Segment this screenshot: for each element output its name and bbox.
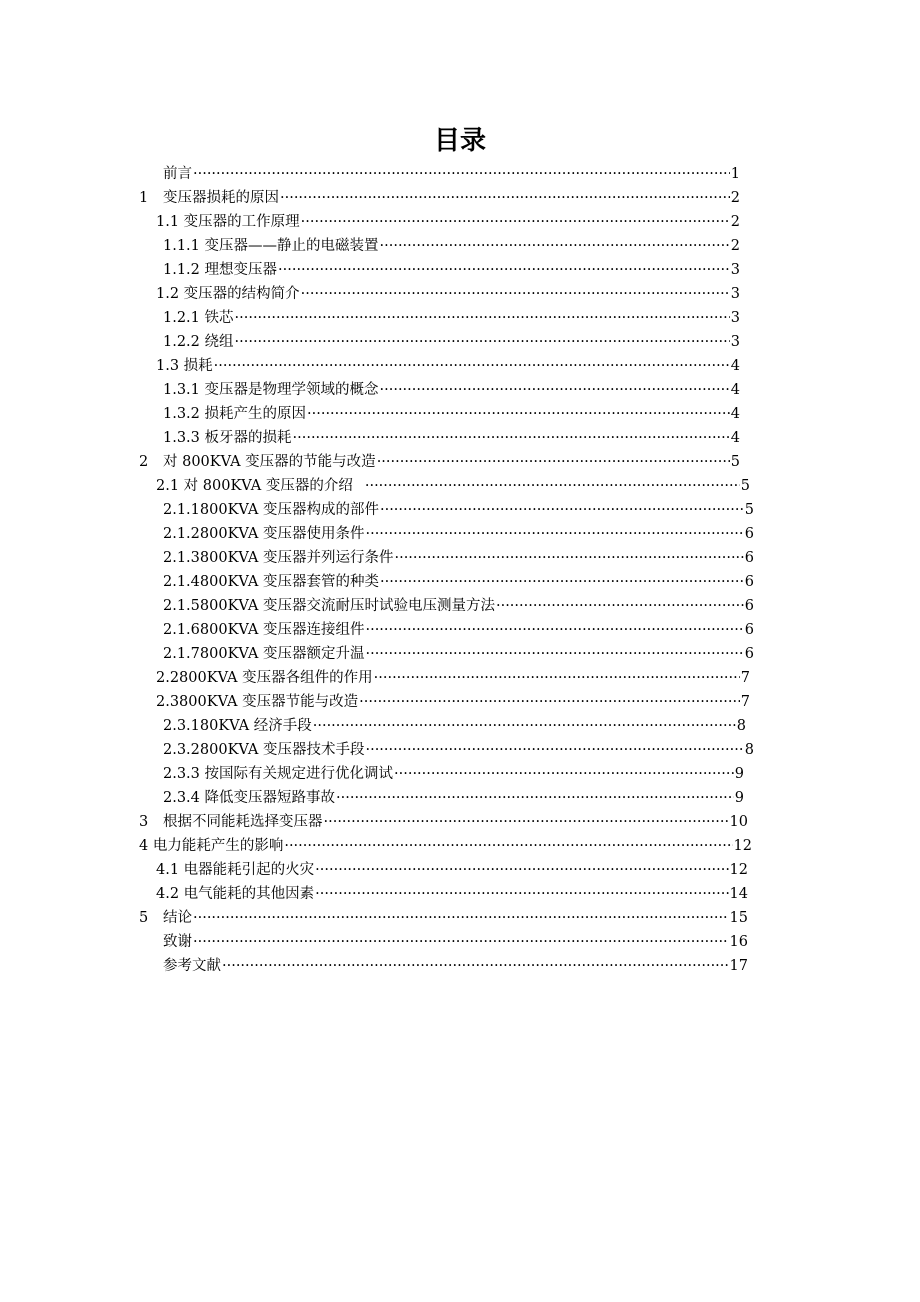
leader-dots — [301, 282, 730, 306]
toc-entry-1-3-1[interactable] — [163, 378, 740, 402]
leader-dots — [380, 570, 744, 594]
toc-entry-4[interactable] — [139, 834, 752, 858]
toc-entry-2-3-1[interactable] — [163, 714, 746, 738]
toc-entry-page: 4 — [730, 406, 740, 422]
toc-entry-text: 2.1 对 800KVA 变压器的介绍 — [156, 478, 353, 494]
toc-entry-page: 6 — [744, 526, 754, 542]
toc-entry-text: 1.2 变压器的结构简介 — [156, 286, 300, 302]
toc-entry-page: 6 — [744, 646, 754, 662]
toc-entry-text: 2.1.6800KVA 变压器连接组件 — [163, 622, 365, 638]
leader-dots — [380, 378, 730, 402]
toc-entry-page: 2 — [730, 238, 740, 254]
toc-entry-number: 2 — [139, 454, 149, 470]
toc-entry-page: 7 — [740, 670, 750, 686]
toc-entry-text: 2.3800KVA 变压器节能与改造 — [156, 694, 359, 710]
toc-entry-text: 2.1.7800KVA 变压器额定升温 — [163, 646, 365, 662]
toc-entry-page: 2 — [730, 214, 740, 230]
toc-entry-page: 8 — [744, 742, 754, 758]
toc-entry-2-2[interactable] — [156, 666, 750, 690]
toc-entry-1-3[interactable] — [156, 354, 740, 378]
leader-dots — [315, 882, 728, 906]
toc-entry-text: 2.3.180KVA 经济手段 — [163, 718, 312, 734]
toc-entry-text: 1.1.1 变压器——静止的电磁装置 — [163, 238, 379, 254]
toc-entry-text: 2.1.1800KVA 变压器构成的部件 — [163, 502, 379, 518]
toc-entry-page: 9 — [734, 766, 744, 782]
leader-dots — [336, 786, 734, 810]
toc-entry-text: 参考文献 — [163, 958, 221, 974]
toc-entry-2-1-5[interactable] — [163, 594, 754, 618]
toc-entry-page: 8 — [736, 718, 746, 734]
leader-dots — [293, 426, 730, 450]
toc-entry-2-1[interactable] — [156, 474, 750, 498]
toc-entry-4-1[interactable] — [156, 858, 748, 882]
page-title: 目录 — [433, 126, 486, 156]
toc-entry-page: 5 — [730, 454, 740, 470]
toc-entry-page: 3 — [730, 286, 740, 302]
toc-entry-1-1-1[interactable] — [163, 234, 740, 258]
leader-dots — [222, 954, 729, 978]
leader-dots — [496, 594, 744, 618]
toc-entry-1-3-3[interactable] — [163, 426, 740, 450]
toc-entry-text: 4.1 电器能耗引起的火灾 — [156, 862, 315, 878]
toc-entry-2-1-7[interactable] — [163, 642, 754, 666]
toc-entry-text: 1.1 变压器的工作原理 — [156, 214, 300, 230]
toc-entry-number: 1 — [139, 190, 149, 206]
toc-entry-text: 4 电力能耗产生的影响 — [139, 838, 284, 854]
toc-entry-page: 6 — [744, 574, 754, 590]
toc-entry-3[interactable] — [139, 810, 748, 834]
leader-dots — [394, 762, 734, 786]
leader-dots — [315, 858, 728, 882]
toc-entry-text: 2.1.5800KVA 变压器交流耐压时试验电压测量方法 — [163, 598, 495, 614]
toc-entry-2-3[interactable] — [156, 690, 750, 714]
toc-entry-text: 结论 — [163, 910, 192, 926]
toc-entry-page: 6 — [744, 598, 754, 614]
toc-entry-page: 7 — [740, 694, 750, 710]
leader-dots — [365, 618, 743, 642]
toc-entry-text: 1.3.3 板牙器的损耗 — [163, 430, 292, 446]
toc-entry-4-2[interactable] — [156, 882, 748, 906]
toc-entry-preface[interactable] — [163, 162, 740, 186]
toc-entry-page: 3 — [730, 262, 740, 278]
toc-entry-number: 5 — [139, 910, 149, 926]
toc-entry-1-3-2[interactable] — [163, 402, 740, 426]
toc-entry-5[interactable] — [139, 906, 748, 930]
leader-dots — [359, 690, 740, 714]
toc-entry-text: 2.1.4800KVA 变压器套管的种类 — [163, 574, 379, 590]
toc-entry-text: 2.1.3800KVA 变压器并列运行条件 — [163, 550, 394, 566]
leader-dots — [307, 402, 730, 426]
toc-entry-text: 1.1.2 理想变压器 — [163, 262, 278, 278]
toc-entry-text: 前言 — [163, 166, 192, 182]
leader-dots — [193, 906, 729, 930]
toc-entry-text: 对 800KVA 变压器的节能与改造 — [163, 454, 376, 470]
toc-entry-1-1-2[interactable] — [163, 258, 740, 282]
leader-dots — [214, 354, 730, 378]
toc-entry-page: 6 — [744, 622, 754, 638]
toc-entry-text: 致谢 — [163, 934, 192, 950]
toc-entry-page: 15 — [729, 910, 748, 926]
toc-entry-page: 17 — [729, 958, 748, 974]
toc-entry-2-3-4[interactable] — [163, 786, 744, 810]
toc-entry-2-1-1[interactable] — [163, 498, 754, 522]
toc-entry-page: 5 — [744, 502, 754, 518]
leader-dots — [284, 834, 732, 858]
toc-entry-text: 1.3.2 损耗产生的原因 — [163, 406, 307, 422]
toc-entry-text: 2.2800KVA 变压器各组件的作用 — [156, 670, 373, 686]
toc-entry-page: 12 — [733, 838, 752, 854]
toc-entry-1-2-1[interactable] — [163, 306, 740, 330]
leader-dots — [365, 474, 740, 498]
toc-entry-page: 4 — [730, 358, 740, 374]
toc-entry-page: 1 — [730, 166, 740, 182]
toc-entry-acknowledgements[interactable] — [163, 930, 748, 954]
toc-entry-page: 9 — [734, 790, 744, 806]
toc-entry-2-1-6[interactable] — [163, 618, 754, 642]
toc-entry-2-1-4[interactable] — [163, 570, 754, 594]
leader-dots — [235, 330, 730, 354]
toc-entry-1[interactable] — [139, 186, 740, 210]
toc-entry-page: 5 — [740, 478, 750, 494]
leader-dots — [365, 738, 743, 762]
toc-entry-2-1-3[interactable] — [163, 546, 754, 570]
toc-entry-number: 3 — [139, 814, 149, 830]
toc-entry-text: 1.3 损耗 — [156, 358, 213, 374]
leader-dots — [280, 186, 730, 210]
toc-entry-text: 2.1.2800KVA 变压器使用条件 — [163, 526, 365, 542]
toc-entry-page: 12 — [729, 862, 748, 878]
toc-entry-text: 2.3.2800KVA 变压器技术手段 — [163, 742, 365, 758]
toc-entry-2-3-3[interactable] — [163, 762, 744, 786]
toc-entry-references[interactable] — [163, 954, 748, 978]
toc-entry-text: 1.2.1 铁芯 — [163, 310, 234, 326]
toc-entry-page: 3 — [730, 310, 740, 326]
leader-dots — [374, 666, 740, 690]
toc-entry-page: 4 — [730, 430, 740, 446]
leader-dots — [324, 810, 729, 834]
toc-entry-text: 2.3.4 降低变压器短路事故 — [163, 790, 336, 806]
leader-dots — [278, 258, 730, 282]
leader-dots — [380, 234, 730, 258]
toc-entry-text: 1.2.2 绕组 — [163, 334, 234, 350]
toc-entry-page: 10 — [729, 814, 748, 830]
leader-dots — [193, 162, 730, 186]
leader-dots — [380, 498, 744, 522]
toc-entry-text: 1.3.1 变压器是物理学领域的概念 — [163, 382, 379, 398]
toc-entry-page: 6 — [744, 550, 754, 566]
toc-entry-page: 14 — [729, 886, 748, 902]
toc-entry-page: 2 — [730, 190, 740, 206]
leader-dots — [193, 930, 729, 954]
toc-entry-page: 3 — [730, 334, 740, 350]
toc-entry-page: 4 — [730, 382, 740, 398]
toc-entry-2-1-2[interactable] — [163, 522, 754, 546]
toc-entry-1-1[interactable] — [156, 210, 740, 234]
leader-dots — [235, 306, 730, 330]
toc-entry-text: 根据不同能耗选择变压器 — [163, 814, 323, 830]
toc-entry-2[interactable] — [139, 450, 740, 474]
toc-entry-1-2-2[interactable] — [163, 330, 740, 354]
toc-entry-1-2[interactable] — [156, 282, 740, 306]
leader-dots — [313, 714, 736, 738]
leader-dots — [377, 450, 730, 474]
leader-dots — [301, 210, 730, 234]
toc-entry-page: 16 — [729, 934, 748, 950]
toc-entry-2-3-2[interactable] — [163, 738, 754, 762]
toc-entry-text: 4.2 电气能耗的其他因素 — [156, 886, 315, 902]
leader-dots — [394, 546, 743, 570]
leader-dots — [365, 522, 743, 546]
toc-entry-text: 2.3.3 按国际有关规定进行优化调试 — [163, 766, 394, 782]
leader-dots — [365, 642, 743, 666]
toc-entry-text: 变压器损耗的原因 — [163, 190, 279, 206]
